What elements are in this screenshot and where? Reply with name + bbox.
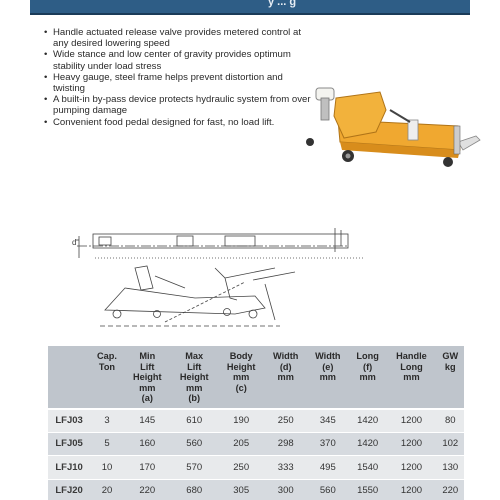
column-header-line	[350, 393, 386, 404]
table-cell: 1200	[386, 456, 436, 480]
column-header-line	[91, 393, 123, 404]
column-header-line	[49, 351, 89, 362]
specifications-table	[48, 346, 464, 500]
table-row	[48, 432, 464, 456]
column-header	[90, 346, 124, 409]
column-header-line: Cap.	[97, 351, 117, 361]
column-header	[437, 346, 464, 409]
feature-item: • Wide stance and low center of gravity provides optimum stability under load stress	[44, 49, 314, 71]
column-header	[48, 346, 90, 409]
column-header-line	[49, 393, 89, 404]
table-cell: 1540	[349, 456, 387, 480]
table-cell: 205	[218, 432, 265, 456]
column-header-line: Max	[185, 351, 204, 361]
column-header-line: Min	[139, 351, 156, 361]
table-cell: 190	[218, 409, 265, 433]
table-cell: 610	[171, 409, 218, 433]
column-header-line	[387, 393, 435, 404]
table-cell: 1420	[349, 409, 387, 433]
column-header-line: Lift	[140, 361, 155, 372]
column-header-line	[438, 393, 463, 404]
table-cell: 1550	[349, 479, 387, 500]
table-cell: 102	[437, 432, 464, 456]
feature-list	[44, 27, 314, 128]
column-header-line: GW	[442, 351, 459, 361]
table-cell: 220	[437, 479, 464, 500]
column-header-line: Body	[229, 351, 253, 361]
column-header	[265, 346, 307, 409]
table-cell: 1200	[386, 409, 436, 433]
table-cell: 5	[90, 432, 124, 456]
model-cell: LFJ05	[48, 432, 90, 456]
table-cell: 220	[124, 479, 171, 500]
column-header-line: mm	[277, 372, 294, 382]
column-header-line: (c)	[235, 382, 247, 393]
table-cell: 160	[124, 432, 171, 456]
header-bar	[30, 0, 470, 15]
table-cell: 495	[307, 456, 349, 480]
dimension-label: d	[72, 238, 77, 247]
column-header-line	[308, 383, 348, 394]
column-header-line	[350, 383, 386, 394]
feature-item: • Convenient food pedal designed for fast, no load lift.	[44, 117, 314, 128]
column-header-line: mm	[139, 382, 156, 393]
column-header-line: mm	[319, 372, 336, 382]
table-cell: 3	[90, 409, 124, 433]
column-header	[307, 346, 349, 409]
table-cell: 298	[265, 432, 307, 456]
column-header-line	[266, 383, 306, 394]
column-header-line: (e)	[322, 361, 334, 372]
column-header-line: Height	[132, 372, 162, 382]
column-header-line	[49, 372, 89, 383]
column-header	[171, 346, 218, 409]
column-header-line: mm	[359, 372, 376, 382]
feature-item: • A built-in by-pass device protects hydraulic system from over pumping damage	[44, 94, 314, 116]
column-header-line: kg	[444, 361, 456, 372]
table-header-row	[48, 346, 464, 409]
column-header-line: Ton	[98, 361, 116, 372]
table-cell: 10	[90, 456, 124, 480]
column-header-line: Width	[272, 351, 299, 361]
column-header	[386, 346, 436, 409]
header-title: y ... g	[268, 0, 297, 8]
column-header-line: Long	[356, 351, 379, 361]
column-header-line: (b)	[188, 393, 201, 403]
column-header-line: Height	[226, 361, 256, 372]
floor-jack-photo	[298, 80, 483, 172]
table-body	[48, 409, 464, 500]
column-header-line	[91, 383, 123, 394]
column-header-line	[387, 383, 435, 394]
table-row	[48, 409, 464, 433]
model-cell: LFJ03	[48, 409, 90, 433]
column-header-line: (f)	[363, 361, 373, 372]
table-cell: 1200	[386, 479, 436, 500]
model-cell: LFJ20	[48, 479, 90, 500]
column-header-line	[438, 383, 463, 394]
table-row	[48, 479, 464, 500]
table-cell: 145	[124, 409, 171, 433]
table-cell: 305	[218, 479, 265, 500]
table-cell: 345	[307, 409, 349, 433]
column-header-line	[219, 393, 264, 404]
table-cell: 300	[265, 479, 307, 500]
table-cell: 130	[437, 456, 464, 480]
table-cell: 560	[307, 479, 349, 500]
column-header-line: Height	[179, 372, 209, 382]
column-header-line	[49, 362, 89, 373]
technical-drawing	[65, 218, 365, 333]
column-header-line	[438, 372, 463, 383]
table-row	[48, 456, 464, 480]
column-header	[124, 346, 171, 409]
feature-item: • Heavy gauge, steel frame helps prevent distortion and twisting	[44, 72, 314, 94]
column-header-line: Long	[400, 361, 423, 372]
column-header-line	[308, 393, 348, 404]
table-cell: 1420	[349, 432, 387, 456]
column-header-line	[91, 372, 123, 383]
table-cell: 370	[307, 432, 349, 456]
column-header-line: Handle	[396, 351, 427, 361]
column-header-line	[49, 383, 89, 394]
column-header-line: mm	[186, 382, 203, 393]
table-cell: 680	[171, 479, 218, 500]
column-header-line	[266, 393, 306, 404]
table-cell: 560	[171, 432, 218, 456]
model-cell: LFJ10	[48, 456, 90, 480]
column-header-line: mm	[403, 372, 420, 382]
table-cell: 20	[90, 479, 124, 500]
column-header-line: Width	[315, 351, 341, 361]
column-header-line: (a)	[141, 393, 153, 403]
table-cell: 333	[265, 456, 307, 480]
column-header	[349, 346, 387, 409]
table-cell: 170	[124, 456, 171, 480]
column-header-line: Lift	[187, 361, 202, 372]
column-header-line: mm	[233, 372, 250, 382]
column-header-line: (d)	[279, 361, 292, 372]
table-cell: 80	[437, 409, 464, 433]
column-header	[218, 346, 265, 409]
table-cell: 1200	[386, 432, 436, 456]
table-cell: 250	[218, 456, 265, 480]
table-cell: 250	[265, 409, 307, 433]
table-cell: 570	[171, 456, 218, 480]
feature-item: • Handle actuated release valve provides metered control at any desired lowering speed	[44, 27, 314, 49]
